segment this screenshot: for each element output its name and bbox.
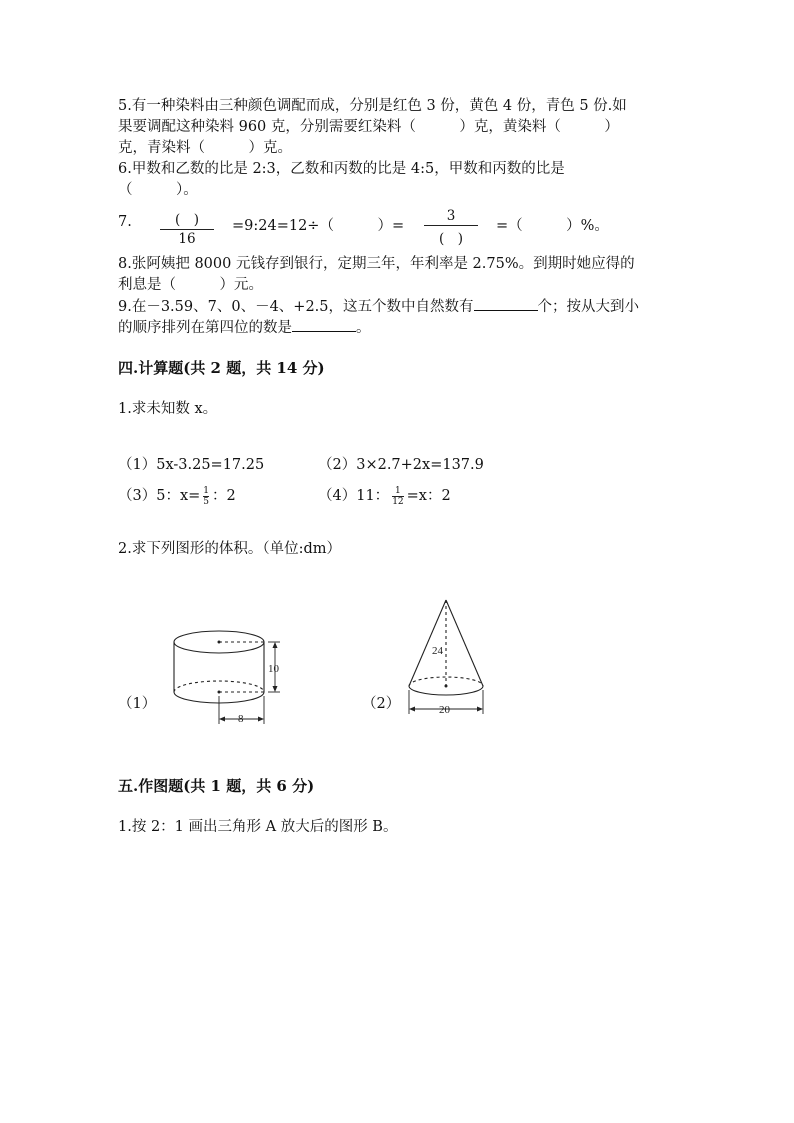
equation-2: （2）3×2.7+2x=137.9 [318, 457, 484, 473]
equation-1: （1）5x-3.25=17.25 [118, 457, 265, 473]
q7-number: 7. [118, 214, 132, 230]
fraction-denominator: 12 [392, 496, 404, 507]
q9-answer-blank-2[interactable] [292, 317, 356, 332]
q7-fraction-2-numerator: 3 [446, 208, 456, 224]
fraction-denominator: 5 [203, 496, 210, 507]
fraction-bar [160, 229, 214, 230]
cone-left-slant [409, 600, 446, 686]
diameter-arrowhead-right [477, 707, 483, 712]
q9-line-2 [118, 317, 371, 339]
q9-line-1 [118, 296, 639, 318]
fraction-bar [424, 225, 478, 226]
equation-4-right: =x：2 [406, 488, 451, 504]
q7-middle: =9:24=12÷（ ）= [232, 218, 405, 234]
height-arrowhead-down [273, 686, 278, 692]
q6-line-2: （ ）。 [118, 182, 198, 198]
q7-fraction-2 [424, 208, 478, 247]
fraction-numerator: 1 [203, 485, 210, 496]
q5-line-3: 克，青染料（ ）克。 [118, 140, 292, 156]
q9-line-1-tail: 个；按从大到小 [537, 299, 640, 315]
section-5-q1-title: 1.按 2：1 画出三角形 A 放大后的图形 B。 [118, 819, 398, 835]
equation-4-fraction [392, 486, 403, 507]
top-center-dot [218, 641, 221, 644]
q8-line-1: 8.张阿姨把 8000 元钱存到银行，定期三年，年利率是 2.75%。到期时她应得的 [118, 256, 635, 272]
q6-line-1: 6.甲数和乙数的比是 2:3，乙数和丙数的比是 4:5，甲数和丙数的比是 [118, 161, 565, 177]
section-4-heading: 四.计算题(共 2 题，共 14 分) [118, 359, 325, 377]
q5-line-1: 5.有一种染料由三种颜色调配而成，分别是红色 3 份，黄色 4 份，青色 5 份.如 [118, 98, 627, 114]
equation-3-right: ：2 [212, 488, 236, 504]
cone-right-slant [446, 600, 483, 686]
cylinder-height-label: 10 [268, 663, 279, 675]
cylinder-bottom-back-arc [174, 681, 264, 692]
section-4-q1-title: 1.求未知数 x。 [118, 401, 218, 417]
fraction-numerator: 1 [395, 485, 401, 496]
equation-3-left: （3）5：x= [118, 488, 201, 504]
q9-line-1-text: 9.在－3.59、7、0、－4、+2.5，这五个数中自然数有 [118, 299, 474, 315]
equation-3 [118, 484, 236, 507]
section-5-heading: 五.作图题(共 1 题，共 6 分) [118, 777, 315, 795]
q9-answer-blank-1[interactable] [474, 296, 538, 311]
equation-4 [318, 484, 451, 507]
cone-figure [400, 596, 495, 718]
diameter-arrowhead-left [409, 707, 415, 712]
figure-2-label: （2） [362, 696, 401, 712]
base-center-dot [445, 685, 448, 688]
equation-3-fraction [203, 486, 209, 507]
bottom-center-dot [218, 691, 221, 694]
q7-fraction-1 [160, 208, 214, 247]
cylinder-radius-label: 8 [238, 713, 244, 725]
equation-4-left: （4）11： [318, 488, 390, 504]
q9-line-2-tail: 。 [356, 320, 371, 336]
q7-fraction-2-denominator: ( ) [438, 231, 464, 247]
q7-tail: =（ ）%。 [496, 218, 609, 234]
q8-line-2: 利息是（ ）元。 [118, 277, 263, 293]
cylinder-figure [168, 622, 298, 734]
radius-arrowhead-right [258, 717, 264, 722]
section-4-q2-title: 2.求下列图形的体积。（单位:dm） [118, 541, 342, 557]
q5-line-2: 果要调配这种染料 960 克，分别需要红染料（ ）克，黄染料（ ） [118, 119, 619, 135]
height-arrowhead-up [273, 642, 278, 648]
figure-1-label: （1） [118, 696, 157, 712]
q7-fraction-1-denominator: 16 [178, 231, 196, 247]
radius-arrowhead-left [219, 717, 225, 722]
cone-height-label: 24 [432, 645, 443, 657]
q7-fraction-1-numerator: ( ) [174, 212, 200, 228]
cone-diameter-label: 20 [439, 704, 450, 716]
q9-line-2-text: 的顺序排列在第四位的数是 [118, 320, 292, 336]
